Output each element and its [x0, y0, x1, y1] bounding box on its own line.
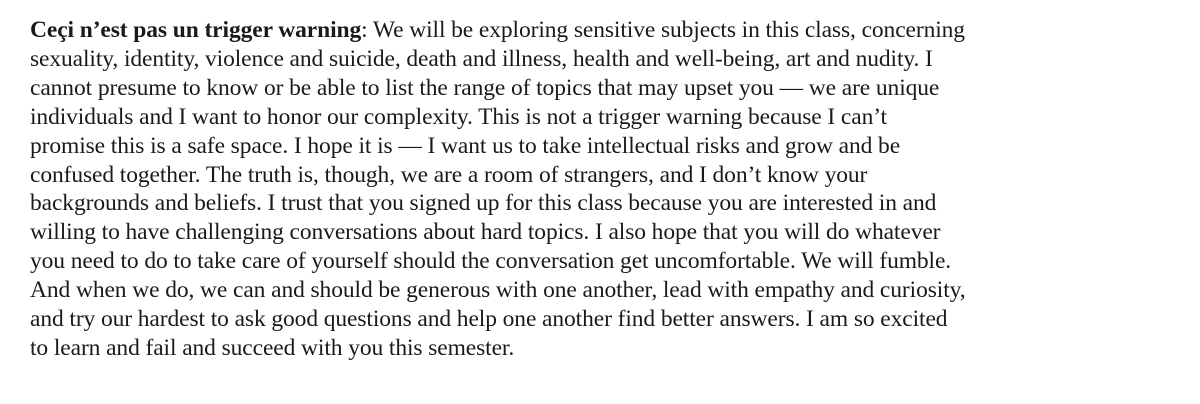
text-line-6: confused together. The truth is, though, we are a room of strangers, and I don’t know your — [30, 161, 868, 188]
text-line-11: and try our hardest to ask good questions and help one another find better answers. I am so excited — [30, 306, 948, 333]
text-line-8: willing to have challenging conversations about hard topics. I also hope that you will do whatever — [30, 219, 941, 246]
text-line-5: promise this is a safe space. I hope it is — I want us to take intellectual risks and grow and be — [30, 132, 901, 159]
text-line-1 — [30, 16, 1190, 45]
text-line-1-body: : We will be exploring sensitive subjects in this class, concerning — [361, 17, 965, 43]
text-line-10: And when we do, we can and should be generous with one another, lead with empathy and curiosity, — [30, 277, 966, 304]
text-line-12: to learn and fail and succeed with you this semester. — [30, 334, 515, 361]
syllabus-notice-paragraph — [30, 16, 1190, 363]
text-line-4: individuals and I want to honor our complexity. This is not a trigger warning because I can’t — [30, 103, 887, 130]
text-line-2: sexuality, identity, violence and suicide, death and illness, health and well-being, art and nudity. I — [30, 45, 933, 72]
text-line-7: backgrounds and beliefs. I trust that you signed up for this class because you are interested in and — [30, 190, 937, 217]
text-line-9: you need to do to take care of yourself should the conversation get uncomfortable. We will fumble. — [30, 248, 952, 275]
notice-heading: Ceçi n’est pas un trigger warning — [30, 17, 362, 43]
text-line-3: cannot presume to know or be able to list the range of topics that may upset you — we are unique — [30, 74, 940, 101]
